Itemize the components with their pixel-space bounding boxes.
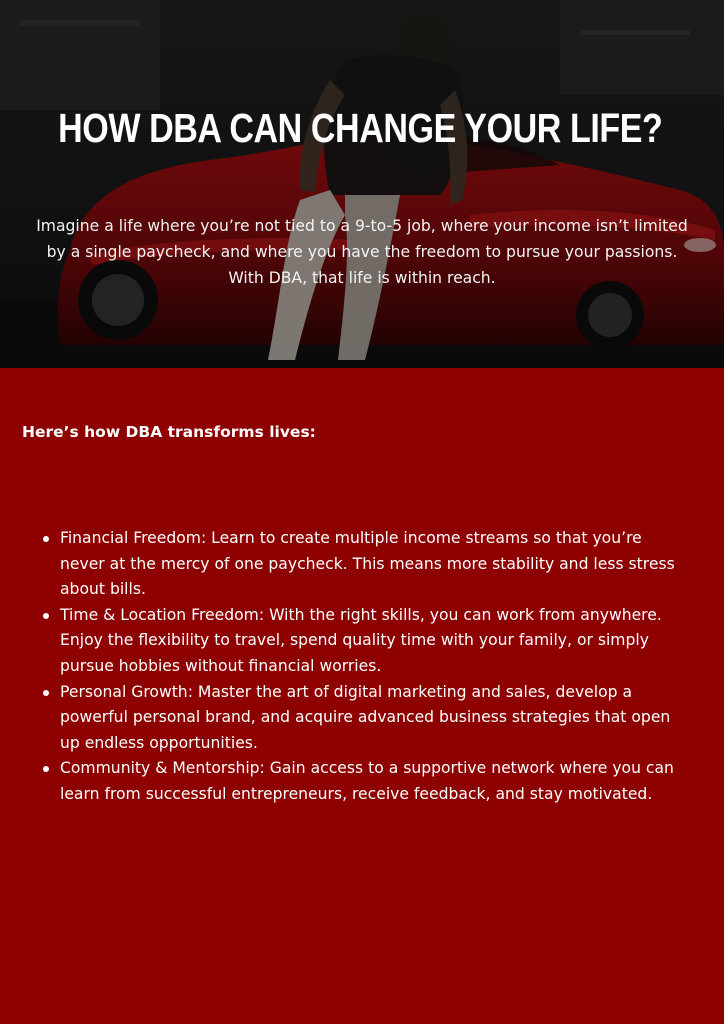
benefit-text: Time & Location Freedom: With the right skills, you can work from anywhere. Enjoy the flexibility to travel, spend quality time with your family, or simply pursue hobbies without financial worries. — [60, 605, 662, 675]
benefits-list — [36, 526, 676, 808]
bullet-dot-icon — [43, 766, 49, 772]
benefit-text: Personal Growth: Master the art of digital marketing and sales, develop a powerful personal brand, and acquire advanced business strategies that open up endless opportunities. — [60, 682, 671, 752]
hero-dark-overlay — [0, 0, 724, 368]
page-title: HOW DBA CAN CHANGE YOUR LIFE? — [58, 105, 663, 151]
bullet-dot-icon — [43, 536, 49, 542]
bullet-dot-icon — [43, 613, 49, 619]
benefit-text: Community & Mentorship: Gain access to a supportive network where you can learn from successful entrepreneurs, receive feedback, and stay motivated. — [60, 759, 674, 803]
benefit-financial-freedom — [36, 526, 676, 603]
benefit-community-mentorship — [36, 756, 676, 807]
intro-paragraph: Imagine a life where you’re not tied to a 9-to-5 job, where your income isn’t limited by a single paycheck, and where you have the freedom to pursue your passions. With DBA, that life is within reach. — [36, 217, 688, 287]
hero-banner — [0, 0, 724, 368]
benefit-time-location-freedom — [36, 603, 676, 680]
benefit-text: Financial Freedom: Learn to create multiple income streams so that you’re never at the mercy of one paycheck. This means more stability and less stress about bills. — [60, 529, 675, 599]
benefit-personal-growth — [36, 680, 676, 757]
bullet-dot-icon — [43, 690, 49, 696]
section-heading: Here’s how DBA transforms lives: — [22, 423, 316, 441]
